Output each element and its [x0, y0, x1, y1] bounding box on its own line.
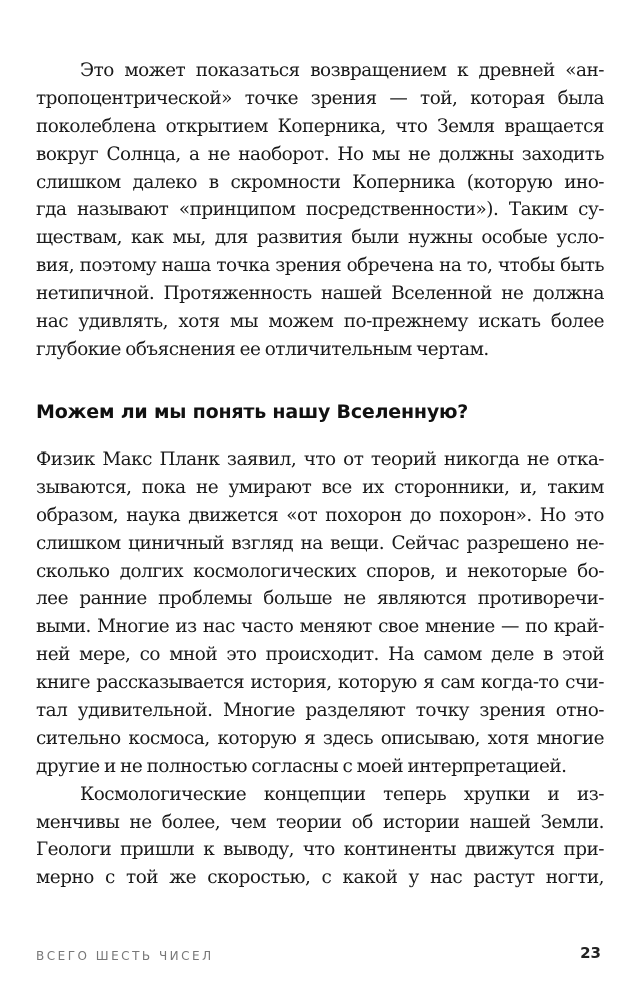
text-line: тал удивительной. Многие разделяют точку зрения отно-: [36, 700, 604, 722]
text-line: книге рассказывается история, которую я сам когда-то счи-: [36, 672, 604, 694]
text-line: Физик Макс Планк заявил, что от теорий никогда не отка-: [36, 449, 604, 470]
text-line: другие и не полностью согласны с моей интерпретацией.: [36, 755, 567, 777]
text-line: лее ранние проблемы больше не являются противоречи-: [36, 588, 604, 610]
text-line: выми. Многие из нас часто меняют свое мнение — по край-: [36, 616, 604, 638]
text-line: Геологи пришли к выводу, что континенты движутся при-: [36, 839, 604, 861]
paragraph-2: [36, 446, 604, 892]
text-line: слишком циничный взгляд на вещи. Сейчас разрешено не-: [36, 532, 604, 554]
text-line: слишком далеко в скромности Коперника (которую ино-: [36, 171, 604, 193]
text-line: ней мере, со мной это происходит. На самом деле в этой: [36, 644, 604, 666]
text-line: нас удивлять, хотя мы можем по-прежнему искать более: [36, 311, 604, 333]
paragraph-1: [36, 57, 604, 364]
text-line: гда называют «принципом посредственности»). Таким су-: [36, 199, 604, 221]
text-line: ществам, как мы, для развития были нужны особые усло-: [36, 227, 604, 249]
text-line: вокруг Солнца, а не наоборот. Но мы не должны заходить: [36, 143, 604, 165]
text-line: нетипичной. Протяженность нашей Вселенной не должна: [36, 283, 604, 305]
text-line: менчивы не более, чем теории об истории нашей Земли.: [36, 811, 604, 833]
text-line: образом, наука движется «от похорон до похорон». Но это: [36, 504, 604, 526]
section-heading: Можем ли мы понять нашу Вселенную?: [36, 401, 469, 423]
text-line: Это может показаться возвращением к древней «ан-: [80, 60, 604, 81]
text-line: зываются, пока не умирают все их сторонники, и, таким: [36, 476, 604, 498]
page-number: 23: [580, 944, 601, 962]
text-line: вия, поэтому наша точка зрения обречена на то, чтобы быть: [36, 255, 604, 277]
text-line: мерно с той же скоростью, с какой у нас растут ногти,: [36, 867, 604, 889]
text-line: сительно космоса, которую я здесь описываю, хотя многие: [36, 727, 604, 749]
running-footer-title: ВСЕГО ШЕСТЬ ЧИСЕЛ: [36, 949, 214, 963]
text-line: сколько долгих космологических споров, и некоторые бо-: [36, 560, 604, 582]
text-line: глубокие объяснения ее отличительным чертам.: [36, 338, 489, 360]
text-line: Космологические концепции теперь хрупки и из-: [80, 783, 604, 805]
text-line: тропоцентрической» точке зрения — той, которая была: [36, 87, 604, 109]
text-line: поколеблена открытием Коперника, что Земля вращается: [36, 115, 604, 137]
